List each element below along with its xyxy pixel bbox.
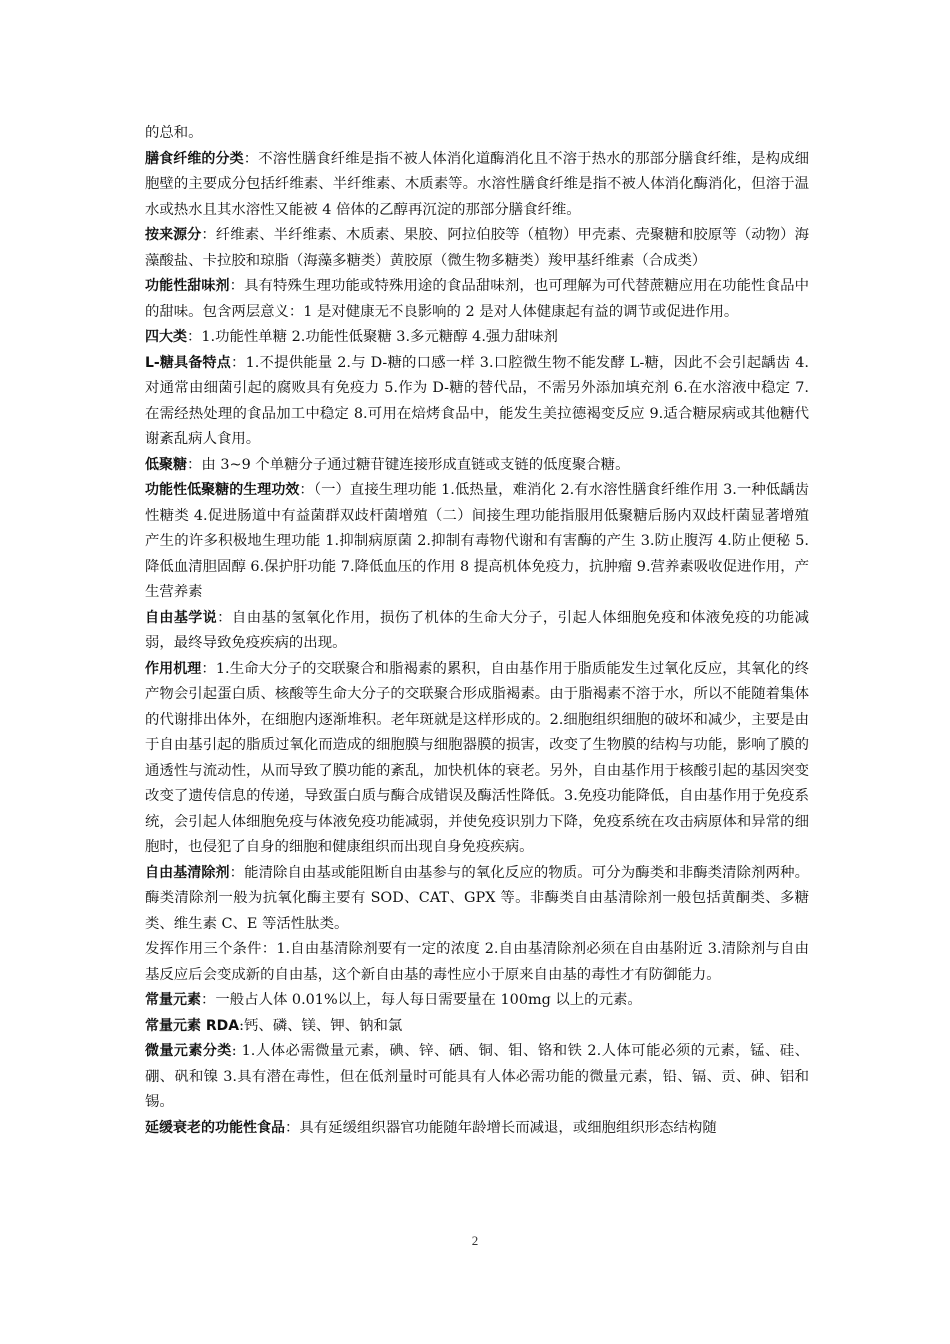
paragraph-text: ：自由基的氢氧化作用，损伤了机体的生命大分子，引起人体细胞免疫和体液免疫的功能减弱，最终导致免疫疾病的出现。 — [145, 609, 809, 651]
paragraph-text: ：1.不提供能量 2.与 D-糖的口感一样 3.口腔微生物不能发酵 L-糖，因此不会引起龋齿 4.对通常由细菌引起的腐败具有免疫力 5.作为 D-糖的替代品，不需另外添加填充剂 6.在水溶液中稳定 7.在需经热处理的食品加工中稳定 8.可用在焙烤食品中，能发生美拉德褐变反应 9.适合糖尿病或其他糖代谢紊乱病人食用。 — [145, 354, 809, 447]
paragraph — [145, 325, 809, 351]
term-heading: 常量元素 RDA — [145, 1017, 240, 1034]
page-number: 2 — [471, 1233, 479, 1248]
paragraph-text: ：1.功能性单糖 2.功能性低聚糖 3.多元糖醇 4.强力甜味剂 — [187, 329, 558, 345]
paragraph — [145, 1116, 809, 1142]
term-heading: 自由基清除剂 — [145, 864, 230, 881]
term-heading: 按来源分 — [145, 227, 202, 243]
paragraph-text: ：能清除自由基或能阻断自由基参与的氧化反应的物质。可分为酶类和非酶类清除剂两种。酶类清除剂一般为抗氧化酶主要有 SOD、CAT、GPX 等。非酶类自由基清除剂一般包括黄酮类、多糖类、维生素 C、E 等活性肽类。 — [145, 864, 809, 932]
term-heading: 微量元素分类 — [145, 1043, 232, 1059]
paragraph-text: ：不溶性膳食纤维是指不被人体消化道酶消化且不溶于热水的那部分膳食纤维，是构成细胞壁的主要成分包括纤维素、半纤维素、木质素等。水溶性膳食纤维是指不被人体消化酶消化，但溶于温水或热水且其水溶性又能被 4 倍体的乙醇再沉淀的那部分膳食纤维。 — [145, 150, 809, 218]
term-heading: 低聚糖 — [145, 456, 187, 473]
term-heading: 膳食纤维的分类 — [145, 150, 244, 167]
paragraph — [145, 478, 809, 606]
paragraph — [145, 274, 809, 325]
paragraph-text: :钙、磷、镁、钾、钠和氯 — [239, 1017, 403, 1034]
paragraph — [145, 937, 809, 988]
paragraph-text: : 1.人体必需微量元素，碘、锌、硒、铜、钼、铬和铁 2.人体可能必须的元素，锰、硅、硼、矾和镍 3.具有潜在毒性，但在低剂量时可能具有人体必需功能的微量元素，铅、镉、贡、砷、铝和锡。 — [145, 1043, 809, 1110]
paragraph — [145, 1014, 809, 1040]
term-heading: 作用机理 — [145, 660, 202, 677]
paragraph — [145, 606, 809, 657]
term-heading: 四大类 — [145, 329, 187, 345]
term-heading: 延缓衰老的功能性食品 — [145, 1119, 285, 1136]
paragraph-text: ：具有延缓组织器官功能随年龄增长而减退，或细胞组织形态结构随 — [285, 1119, 717, 1136]
paragraph — [145, 351, 809, 453]
term-heading: 常量元素 — [145, 992, 201, 1008]
paragraph-text: ：具有特殊生理功能或特殊用途的食品甜味剂，也可理解为可代替蔗糖应用在功能性食品中的甜味。包含两层意义：1 是对健康无不良影响的 2 是对人体健康起有益的调节或促进作用。 — [145, 278, 809, 320]
paragraph-text: ：1.生命大分子的交联聚合和脂褐素的累积，自由基作用于脂质能发生过氧化反应，其氧化的终产物会引起蛋白质、核酸等生命大分子的交联聚合形成脂褐素。由于脂褐素不溶于水，所以不能随着集体的代谢排出体外，在细胞内逐渐堆积。老年斑就是这样形成的。2.细胞组织细胞的破坏和减少，主要是由于自由基引起的脂质过氧化而造成的细胞膜与细胞器膜的损害，改变了生物膜的结构与功能，影响了膜的通透性与流动性，从而导致了膜功能的紊乱，加快机体的衰老。另外，自由基作用于核酸引起的基因突变改变了遗传信息的传递，导致蛋白质与酶合成错误及酶活性降低。3.免疫功能降低，自由基作用于免疫系统，会引起人体细胞免疫与体液免疫功能减弱，并使免疫识别力下降，免疫系统在攻击病原体和异常的细胞时，也侵犯了自身的细胞和健康组织而出现自身免疫疾病。 — [145, 660, 810, 855]
paragraph-text: 的总和。 — [145, 125, 203, 141]
paragraph-text: 发挥作用三个条件：1.自由基清除剂要有一定的浓度 2.自由基清除剂必须在自由基附近 3.清除剂与自由基反应后会变成新的自由基，这个新自由基的毒性应小于原来自由基的毒性才有防御能力。 — [145, 941, 809, 983]
document-body — [145, 121, 809, 1141]
paragraph-text: ：（一）直接生理功能 1.低热量，难消化 2.有水溶性膳食纤维作用 3.一种低龋齿性糖类 4.促进肠道中有益菌群双歧杆菌增殖（二）间接生理功能指服用低聚糖后肠内双歧杆菌显著增殖产生的许多积极地生理功能 1.抑制病原菌 2.抑制有毒物代谢和有害酶的产生 3.防止腹泻 4.防止便秘 5.降低血清胆固醇 6.保护肝功能 7.降低血压的作用 8 提高机体免疫力，抗肿瘤 9.营养素吸收促进作用，产生营养素 — [145, 482, 810, 600]
paragraph — [145, 657, 809, 861]
paragraph — [145, 147, 809, 224]
term-heading: L-糖具备特点 — [145, 354, 231, 371]
term-heading: 功能性甜味剂 — [145, 278, 230, 294]
term-heading: 功能性低聚糖的生理功效 — [145, 482, 300, 498]
paragraph-text: ：纤维素、半纤维素、木质素、果胶、阿拉伯胶等（植物）甲壳素、壳聚糖和胶原等（动物）海藻酸盐、卡拉胶和琼脂（海藻多糖类）黄胶原（微生物多糖类）羧甲基纤维素（合成类） — [145, 227, 809, 269]
paragraph — [145, 1039, 809, 1116]
paragraph-text: ：一般占人体 0.01%以上，每人每日需要量在 100mg 以上的元素。 — [201, 992, 642, 1008]
paragraph — [145, 988, 809, 1014]
paragraph-text: ：由 3~9 个单糖分子通过糖苷键连接形成直链或支链的低度聚合糖。 — [187, 456, 630, 473]
paragraph — [145, 121, 809, 147]
paragraph — [145, 453, 809, 479]
paragraph — [145, 223, 809, 274]
term-heading: 自由基学说 — [145, 609, 218, 626]
paragraph — [145, 861, 809, 938]
